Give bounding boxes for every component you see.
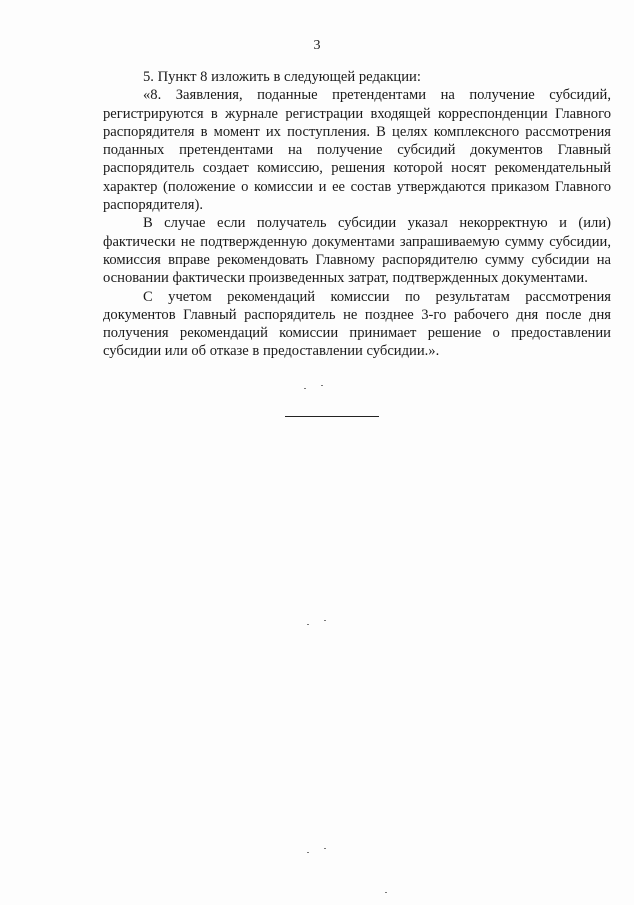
closing-rule xyxy=(285,416,379,417)
paragraph-incorrect-amount: В случае если получатель субсидии указал некорректную и (или) фактически не подтвержденную документами запрашиваемую сумму субсидии, комиссия вправе рекомендовать Главному распорядителю сумму субсидии на основании фактически произведенных затрат, подтвержденных документами. xyxy=(103,215,611,287)
scan-speck xyxy=(385,892,387,893)
scan-speck xyxy=(304,388,306,389)
paragraph-heading: 5. Пункт 8 изложить в следующей редакции: xyxy=(143,69,421,85)
paragraph-item-8: «8. Заявления, поданные претендентами на получение субсидий, регистрируются в журнале регистрации входящей корреспонденции Главного распорядителя в момент их поступления. В целях комплексного рассмотрения поданных претендентами на получение субсидий документов Главный распорядитель создает комиссию, решения которой носят рекомендательный характер (положение о комиссии и ее состав утверждаются приказом Главного распорядителя). xyxy=(103,87,611,214)
document-body xyxy=(103,68,611,361)
scan-speck xyxy=(321,385,323,386)
scan-speck xyxy=(324,848,326,849)
paragraph-decision: С учетом рекомендаций комиссии по результатам рассмотрения документов Главный распорядитель не позднее 3-го рабочего дня после дня получения рекомендаций комиссии принимает решение о предоставлении субсидии или об отказе в предоставлении субсидии.». xyxy=(103,288,611,360)
scan-speck xyxy=(307,624,309,625)
scan-speck xyxy=(324,620,326,621)
scan-speck xyxy=(307,852,309,853)
page-number: 3 xyxy=(313,38,321,53)
